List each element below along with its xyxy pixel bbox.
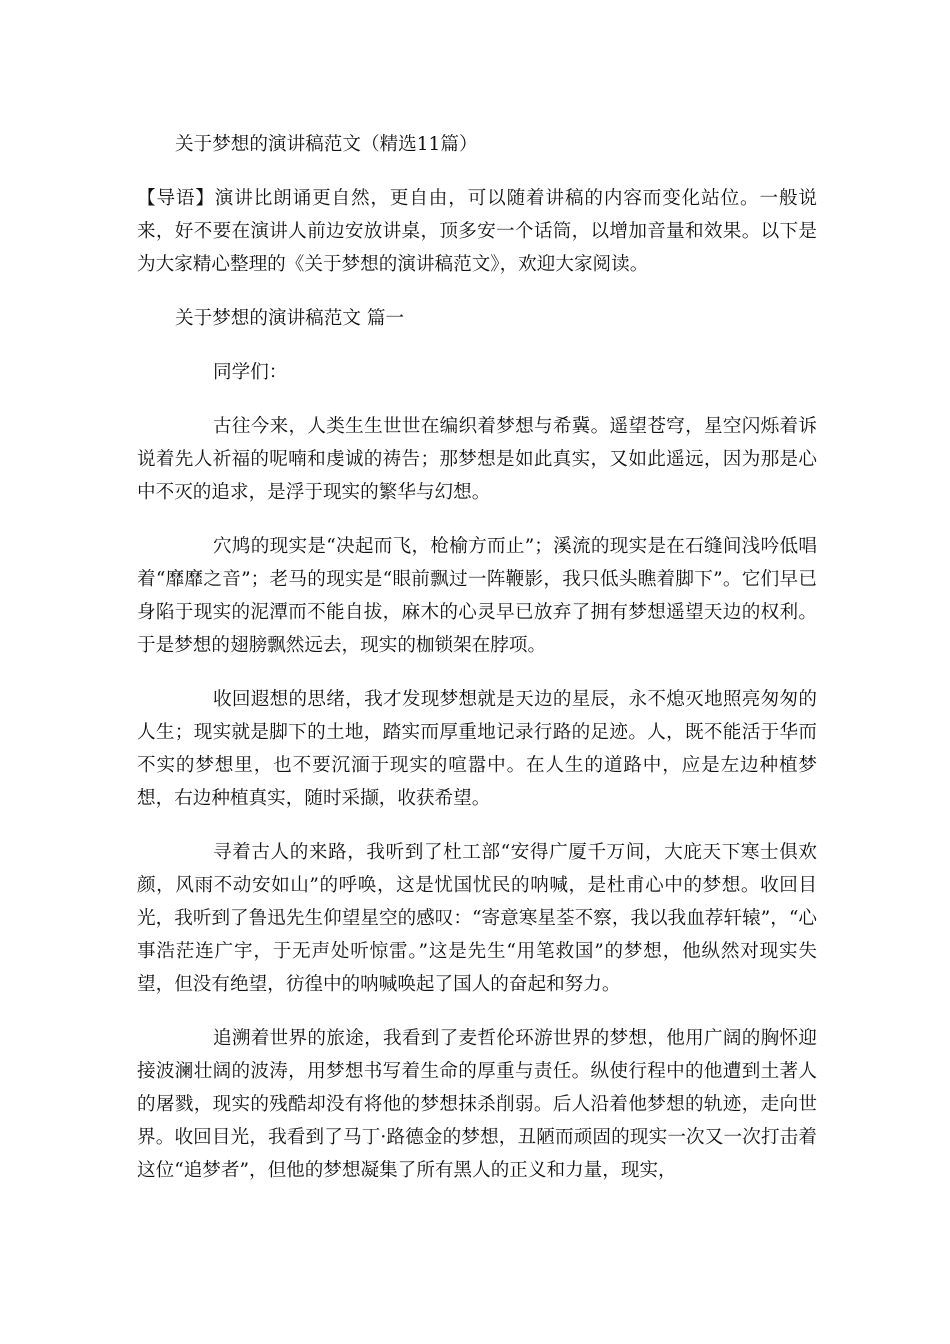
intro-paragraph: 【导语】演讲比朗诵更自然，更自由，可以随着讲稿的内容而变化站位。一般说来，好不要在演讲人前边安放讲桌，顶多安一个话筒，以增加音量和效果。以下是为大家精心整理的《关于梦想的演讲稿范文》，欢迎大家阅读。 [137,188,817,275]
body-paragraph-3: 收回遐想的思绪，我才发现梦想就是天边的星辰，永不熄灭地照亮匆匆的人生；现实就是脚下的土地，踏实而厚重地记录行路的足迹。人，既不能活于华而不实的梦想里，也不要沉湎于现实的喧嚣中。在人生的道路中，应是左边种植梦想，右边种植真实，随时采撷，收获希望。 [137,689,817,809]
body-paragraph-5: 追溯着世界的旅途，我看到了麦哲伦环游世界的梦想，他用广阔的胸怀迎接波澜壮阔的波涛，用梦想书写着生命的厚重与责任。纵使行程中的他遭到土著人的屠戮，现实的残酷却没有将他的梦想抹杀削弱。后人沿着他梦想的轨迹，走向世界。收回目光，我看到了马丁·路德金的梦想，丑陋而顽固的现实一次又一次打击着这位“追梦者”，但他的梦想凝集了所有黑人的正义和力量，现实， [137,1028,817,1181]
body-paragraph-2: 穴鸠的现实是“决起而飞，枪榆方而止”；溪流的现实是在石缝间浅吟低唱着“靡靡之音”；老马的现实是“眼前飘过一阵鞭影，我只低头瞧着脚下”。它们早已身陷于现实的泥潭而不能自拔，麻木的心灵早已放弃了拥有梦想遥望天边的权利。于是梦想的翅膀飘然远去，现实的枷锁架在脖项。 [137,536,817,656]
greeting-line: 同学们： [213,362,288,383]
document-page [137,128,817,1187]
section-heading: 关于梦想的演讲稿范文 篇一 [175,308,405,329]
body-paragraph-1: 古往今来，人类生生世世在编织着梦想与希冀。遥望苍穹，星空闪烁着诉说着先人祈福的呢喃和虔诚的祷告；那梦想是如此真实，又如此遥远，因为那是心中不灭的追求，是浮于现实的繁华与幻想。 [137,416,817,503]
document-title: 关于梦想的演讲稿范文（精选11篇） [175,134,478,155]
body-paragraph-4: 寻着古人的来路，我听到了杜工部“安得广厦千万间，大庇天下寒士俱欢颜，风雨不动安如山”的呼唤，这是忧国忧民的呐喊，是杜甫心中的梦想。收回目光，我听到了鲁迅先生仰望星空的感叹：“寄意寒星荃不察，我以我血荐轩辕”，“心事浩茫连广宇，于无声处听惊雷。”这是先生“用笔救国”的梦想，他纵然对现实失望，但没有绝望，彷徨中的呐喊唤起了国人的奋起和努力。 [137,842,817,995]
